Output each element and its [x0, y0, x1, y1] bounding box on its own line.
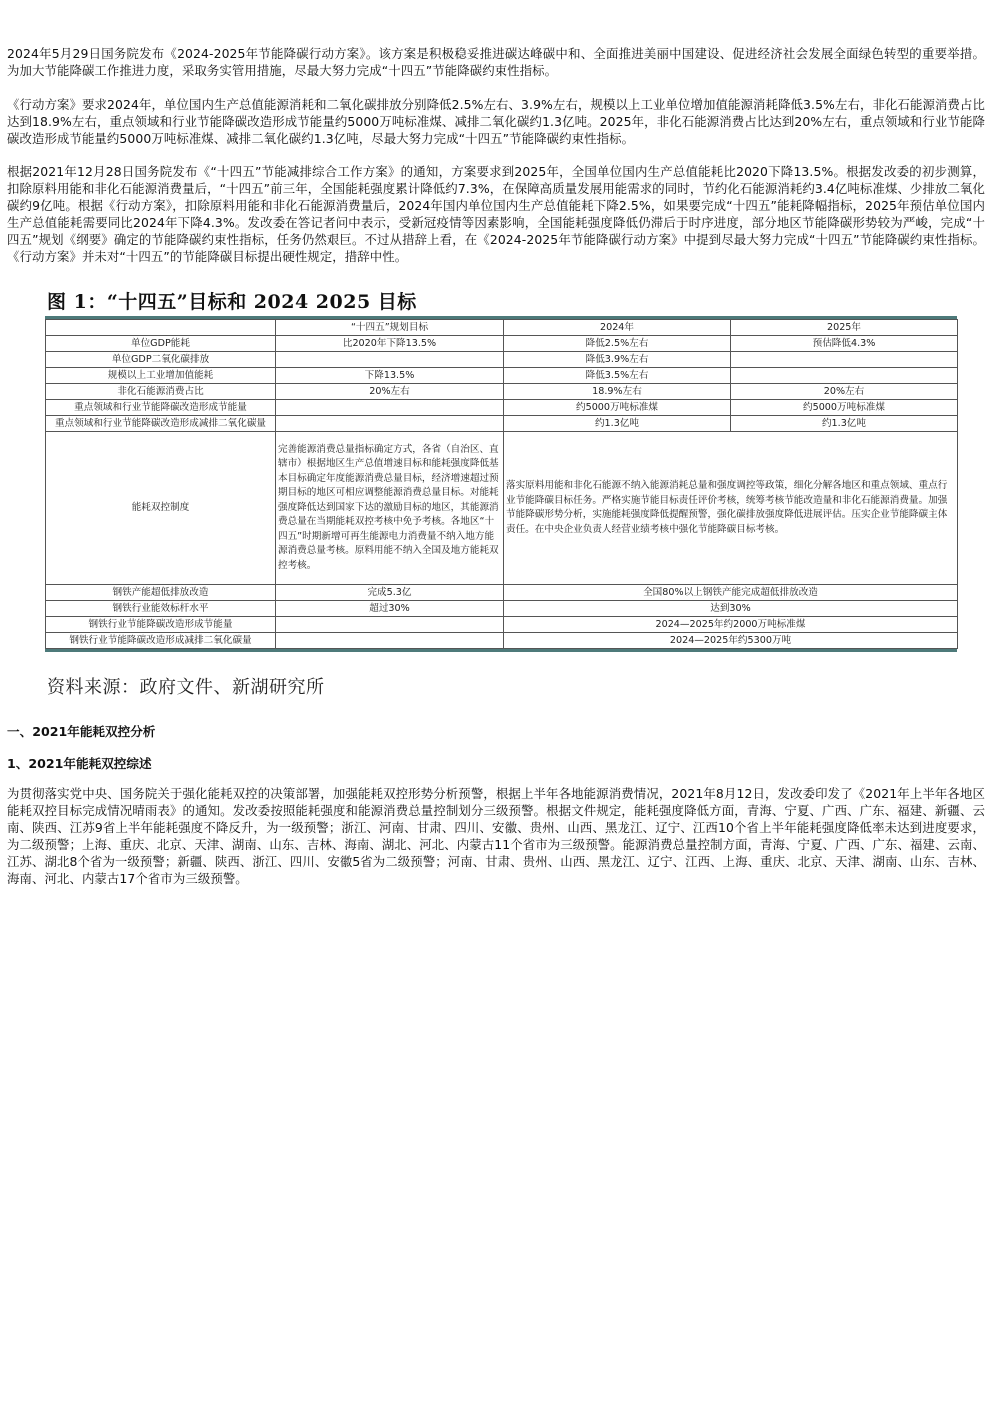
- table-cell: [731, 368, 958, 384]
- table-row: [46, 617, 958, 633]
- row-label: 钢铁产能超低排放改造: [46, 585, 276, 601]
- figure-title: 图 1：“十四五”目标和 2024 2025 目标: [47, 291, 417, 313]
- table-cell: 约1.3亿吨: [731, 416, 958, 432]
- control-system-row: [46, 432, 958, 585]
- table-row: [46, 400, 958, 416]
- action-plan-paragraph: 《行动方案》要求2024年，单位国内生产总值能源消耗和二氧化碳排放分别降低2.5%左右、3.9%左右，规模以上工业单位增加值能源消耗降低3.5%左右，非化石能源消费占比达到18.9%左右，重点领域和行业节能降碳改造形成节能量约5000万吨标准煤、减排二氧化碳约1.3亿吨。2025年，非化石能源消费占比达到20%左右，重点领域和行业节能降碳改造形成节能量约5000万吨标准煤、减排二氧化碳约1.3亿吨，尽最大努力完成“十四五”节能降碳约束性指标。: [7, 97, 985, 146]
- table-cell: 20%左右: [731, 384, 958, 400]
- section-heading: 一、2021年能耗双控分析: [7, 724, 156, 739]
- table-row: [46, 384, 958, 400]
- table-row: [46, 585, 958, 601]
- table-cell: 2024—2025年约2000万吨标准煤: [504, 617, 958, 633]
- row-label: 钢铁行业节能降碳改造形成节能量: [46, 617, 276, 633]
- row-label: 单位GDP能耗: [46, 336, 276, 352]
- table-row: [46, 601, 958, 617]
- table-cell: 2024—2025年约5300万吨: [504, 633, 958, 649]
- table-header-cell: “十四五”规划目标: [276, 320, 504, 336]
- table-row: [46, 368, 958, 384]
- table-cell: 20%左右: [276, 384, 504, 400]
- intro-paragraph: 2024年5月29日国务院发布《2024-2025年节能降碳行动方案》。该方案是积极稳妥推进碳达峰碳中和、全面推进美丽中国建设、促进经济社会发展全面绿色转型的重要举措。为加大节能降碳工作推进力度，采取务实管用措施，尽最大努力完成“十四五”节能降碳约束性指标。: [7, 46, 985, 78]
- row-label: 重点领域和行业节能降碳改造形成节能量: [46, 400, 276, 416]
- table-row: [46, 352, 958, 368]
- table-header-cell: 2025年: [731, 320, 958, 336]
- row-label: 单位GDP二氧化碳排放: [46, 352, 276, 368]
- targets-table: [45, 316, 957, 652]
- table-cell: [276, 352, 504, 368]
- table-header-cell: 2024年: [504, 320, 731, 336]
- fourteenth-plan-paragraph: 根据2021年12月28日国务院发布《“十四五”节能减排综合工作方案》的通知，方案要求到2025年，全国单位国内生产总值能耗比2020下降13.5%。根据发改委的初步测算，扣除原料用能和非化石能源消费量后，“十四五”前三年，全国能耗强度累计降低约7.3%，在保障高质量发展用能需求的同时，节约化石能源消耗约3.4亿吨标准煤、少排放二氧化碳约9亿吨。根据《行动方案》，扣除原料用能和非化石能源消费量后，2024年国内单位国内生产总值能耗下降2.5%，如果要完成“十四五”能耗降幅指标，2025年预估单位国内生产总值能耗需要同比2024年下降4.3%。发改委在答记者问中表示，受新冠疫情等因素影响，全国能耗强度降低仍滞后于时序进度，部分地区节能降碳形势较为严峻，完成“十四五”规划《纲要》确定的节能降碳约束性指标，任务仍然艰巨。不过从措辞上看，在《2024-2025年节能降碳行动方案》中提到尽最大努力完成“十四五”节能降碳约束性指标。《行动方案》并未对“十四五”的节能降碳目标提出硬性规定，措辞中性。: [7, 164, 985, 264]
- table-cell: 降低3.5%左右: [504, 368, 731, 384]
- table-cell: 约5000万吨标准煤: [731, 400, 958, 416]
- row-label: 钢铁行业能效标杆水平: [46, 601, 276, 617]
- subsection-heading: 1、2021年能耗双控综述: [7, 756, 152, 771]
- table-cell: [276, 400, 504, 416]
- table-cell: 完成5.3亿: [276, 585, 504, 601]
- table-cell: 超过30%: [276, 601, 504, 617]
- table-cell: [731, 352, 958, 368]
- table-cell: 约1.3亿吨: [504, 416, 731, 432]
- row-label: 钢铁行业节能降碳改造形成减排二氧化碳量: [46, 633, 276, 649]
- table-header-row: [46, 320, 958, 336]
- table-cell: 下降13.5%: [276, 368, 504, 384]
- row-label: 能耗双控制度: [46, 432, 276, 585]
- table-cell: 降低3.9%左右: [504, 352, 731, 368]
- table-cell: 全国80%以上钢铁产能完成超低排放改造: [504, 585, 958, 601]
- control-plan-cell: 完善能源消费总量指标确定方式，各省（自治区、直辖市）根据地区生产总值增速目标和能耗强度降低基本目标确定年度能源消费总量目标，经济增速超过预期目标的地区可相应调整能源消费总量目标。对能耗强度降低达到国家下达的激励目标的地区，其能源消费总量在当期能耗双控考核中免予考核。各地区“十四五”时期新增可再生能源电力消费量不纳入地方能源消费总量考核。原料用能不纳入全国及地方能耗双控考核。: [276, 432, 504, 585]
- table-cell: 约5000万吨标准煤: [504, 400, 731, 416]
- table-cell: 降低2.5%左右: [504, 336, 731, 352]
- row-label: 重点领域和行业节能降碳改造形成减排二氧化碳量: [46, 416, 276, 432]
- table-cell: [276, 633, 504, 649]
- row-label: 非化石能源消费占比: [46, 384, 276, 400]
- table-cell: [276, 617, 504, 633]
- table-cell: [276, 416, 504, 432]
- control-later-cell: 落实原料用能和非化石能源不纳入能源消耗总量和强度调控等政策，细化分解各地区和重点领域、重点行业节能降碳目标任务。严格实施节能目标责任评价考核，统筹考核节能改造量和非化石能源消费量。加强节能降碳形势分析，实施能耗强度降低提醒预警，强化碳排放强度降低进展评估。压实企业节能降碳主体责任。在中央企业负责人经营业绩考核中强化节能降碳目标考核。: [504, 432, 958, 585]
- warning-paragraph: 为贯彻落实党中央、国务院关于强化能耗双控的决策部署，加强能耗双控形势分析预警，根据上半年各地能源消费情况，2021年8月12日，发改委印发了《2021年上半年各地区能耗双控目标完成情况晴雨表》的通知。发改委按照能耗强度和能源消费总量控制划分三级预警。根据文件规定，能耗强度降低方面，青海、宁夏、广西、广东、福建、新疆、云南、陕西、江苏9省上半年能耗强度不降反升，为一级预警；浙江、河南、甘肃、四川、安徽、贵州、山西、黑龙江、辽宁、江西10个省上半年能耗强度降低率未达到进度要求，为二级预警；上海、重庆、北京、天津、湖南、山东、吉林、海南、湖北、河北、内蒙古11个省市为三级预警。能源消费总量控制方面，青海、宁夏、广西、广东、福建、云南、江苏、湖北8个省为一级预警；新疆、陕西、浙江、四川、安徽5省为二级预警；河南、甘肃、贵州、山西、黑龙江、辽宁、江西、上海、重庆、北京、天津、湖南、山东、吉林、海南、河北、内蒙古17个省市为三级预警。: [7, 786, 985, 886]
- table-cell: 预估降低4.3%: [731, 336, 958, 352]
- table-row: [46, 336, 958, 352]
- table-header-cell: [46, 320, 276, 336]
- table-row: [46, 416, 958, 432]
- row-label: 规模以上工业增加值能耗: [46, 368, 276, 384]
- table-cell: 18.9%左右: [504, 384, 731, 400]
- table-cell: 达到30%: [504, 601, 958, 617]
- table-row: [46, 633, 958, 649]
- figure-source: 资料来源：政府文件、新湖研究所: [47, 677, 325, 698]
- table-cell: 比2020年下降13.5%: [276, 336, 504, 352]
